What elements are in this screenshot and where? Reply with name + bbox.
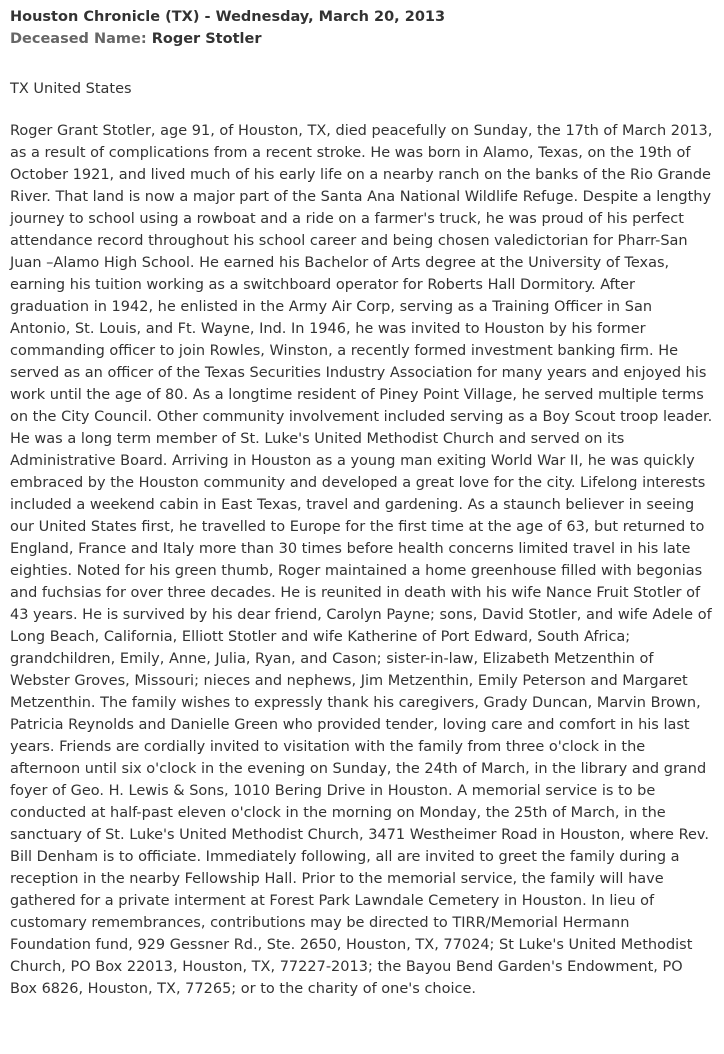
location: TX United States [10,81,132,97]
deceased-label: Deceased Name: [10,31,147,47]
header-separator: - [199,9,216,25]
publication-date: Wednesday, March 20, 2013 [215,9,446,25]
deceased-name-line [10,28,714,50]
publication-header [10,6,714,28]
deceased-name: Roger Stotler [151,31,262,47]
publication-name: Houston Chronicle (TX) [10,9,200,25]
obituary-text: Roger Grant Stotler, age 91, of Houston, TX, died peacefully on Sunday, the 17th of March 2013, as a result of complications from a recent stroke. He was born in Alamo, Texas, on the 19th of October 1921, and lived much of his early life on a nearby ranch on the banks of the Rio Grande River. That land is now a major part of the Santa Ana National Wildlife Refuge. Despite a lengthy journey to school using a rowboat and a ride on a farmer's truck, he was proud of his perfect attendance record throughout his school career and being chosen valedictorian for Pharr-San Juan –Alamo High School. He earned his Bachelor of Arts degree at the University of Texas, earning his tuition working as a switchboard operator for Roberts Hall Dormitory. After graduation in 1942, he enlisted in the Army Air Corp, serving as a Training Officer in San Antonio, St. Louis, and Ft. Wayne, Ind. In 1946, he was invited to Houston by his former commanding officer to join Rowles, Winston, a recently formed investment banking firm. He served as an officer of the Texas Securities Industry Association for many years and enjoyed his work until the age of 80. As a longtime resident of Piney Point Village, he served multiple terms on the City Council. Other community involvement included serving as a Boy Scout troop leader. He was a long term member of St. Luke's United Methodist Church and served on its Administrative Board. Arriving in Houston as a young man exiting World War II, he was quickly embraced by the Houston community and developed a great love for the city. Lifelong interests included a weekend cabin in East Texas, travel and gardening. As a staunch believer in seeing our United States first, he travelled to Europe for the first time at the age of 63, but returned to England, France and Italy more than 30 times before health concerns limited travel in his late eighties. Noted for his green thumb, Roger maintained a home greenhouse filled with begonias and fuchsias for over three decades. He is reunited in death with his wife Nance Fruit Stotler of 43 years. He is survived by his dear friend, Carolyn Payne; sons, David Stotler, and wife Adele of Long Beach, California, Elliott Stotler and wife Katherine of Port Edward, South Africa; grandchildren, Emily, Anne, Julia, Ryan, and Cason; sister-in-law, Elizabeth Metzenthin of Webster Groves, Missouri; nieces and nephews, Jim Metzenthin, Emily Peterson and Margaret Metzenthin. The family wishes to expressly thank his caregivers, Grady Duncan, Marvin Brown, Patricia Reynolds and Danielle Green who provided tender, loving care and comfort in his last years. Friends are cordially invited to visitation with the family from three o'clock in the afternoon until six o'clock in the evening on Sunday, the 24th of March, in the library and grand foyer of Geo. H. Lewis & Sons, 1010 Bering Drive in Houston. A memorial service is to be conducted at half-past eleven o'clock in the morning on Monday, the 25th of March, in the sanctuary of St. Luke's United Methodist Church, 3471 Westheimer Road in Houston, where Rev. Bill Denham is to officiate. Immediately following, all are invited to greet the family during a reception in the nearby Fellowship Hall. Prior to the memorial service, the family will have gathered for a private interment at Forest Park Lawndale Cemetery in Houston. In lieu of customary remembrances, contributions may be directed to TIRR/Memorial Hermann Foundation fund, 929 Gessner Rd., Ste. 2650, Houston, TX, 77024; St Luke's United Methodist Church, PO Box 22013, Houston, TX, 77227-2013; the Bayou Bend Garden's Endowment, PO Box 6826, Houston, TX, 77265; or to the charity of one's choice. [10,123,713,997]
